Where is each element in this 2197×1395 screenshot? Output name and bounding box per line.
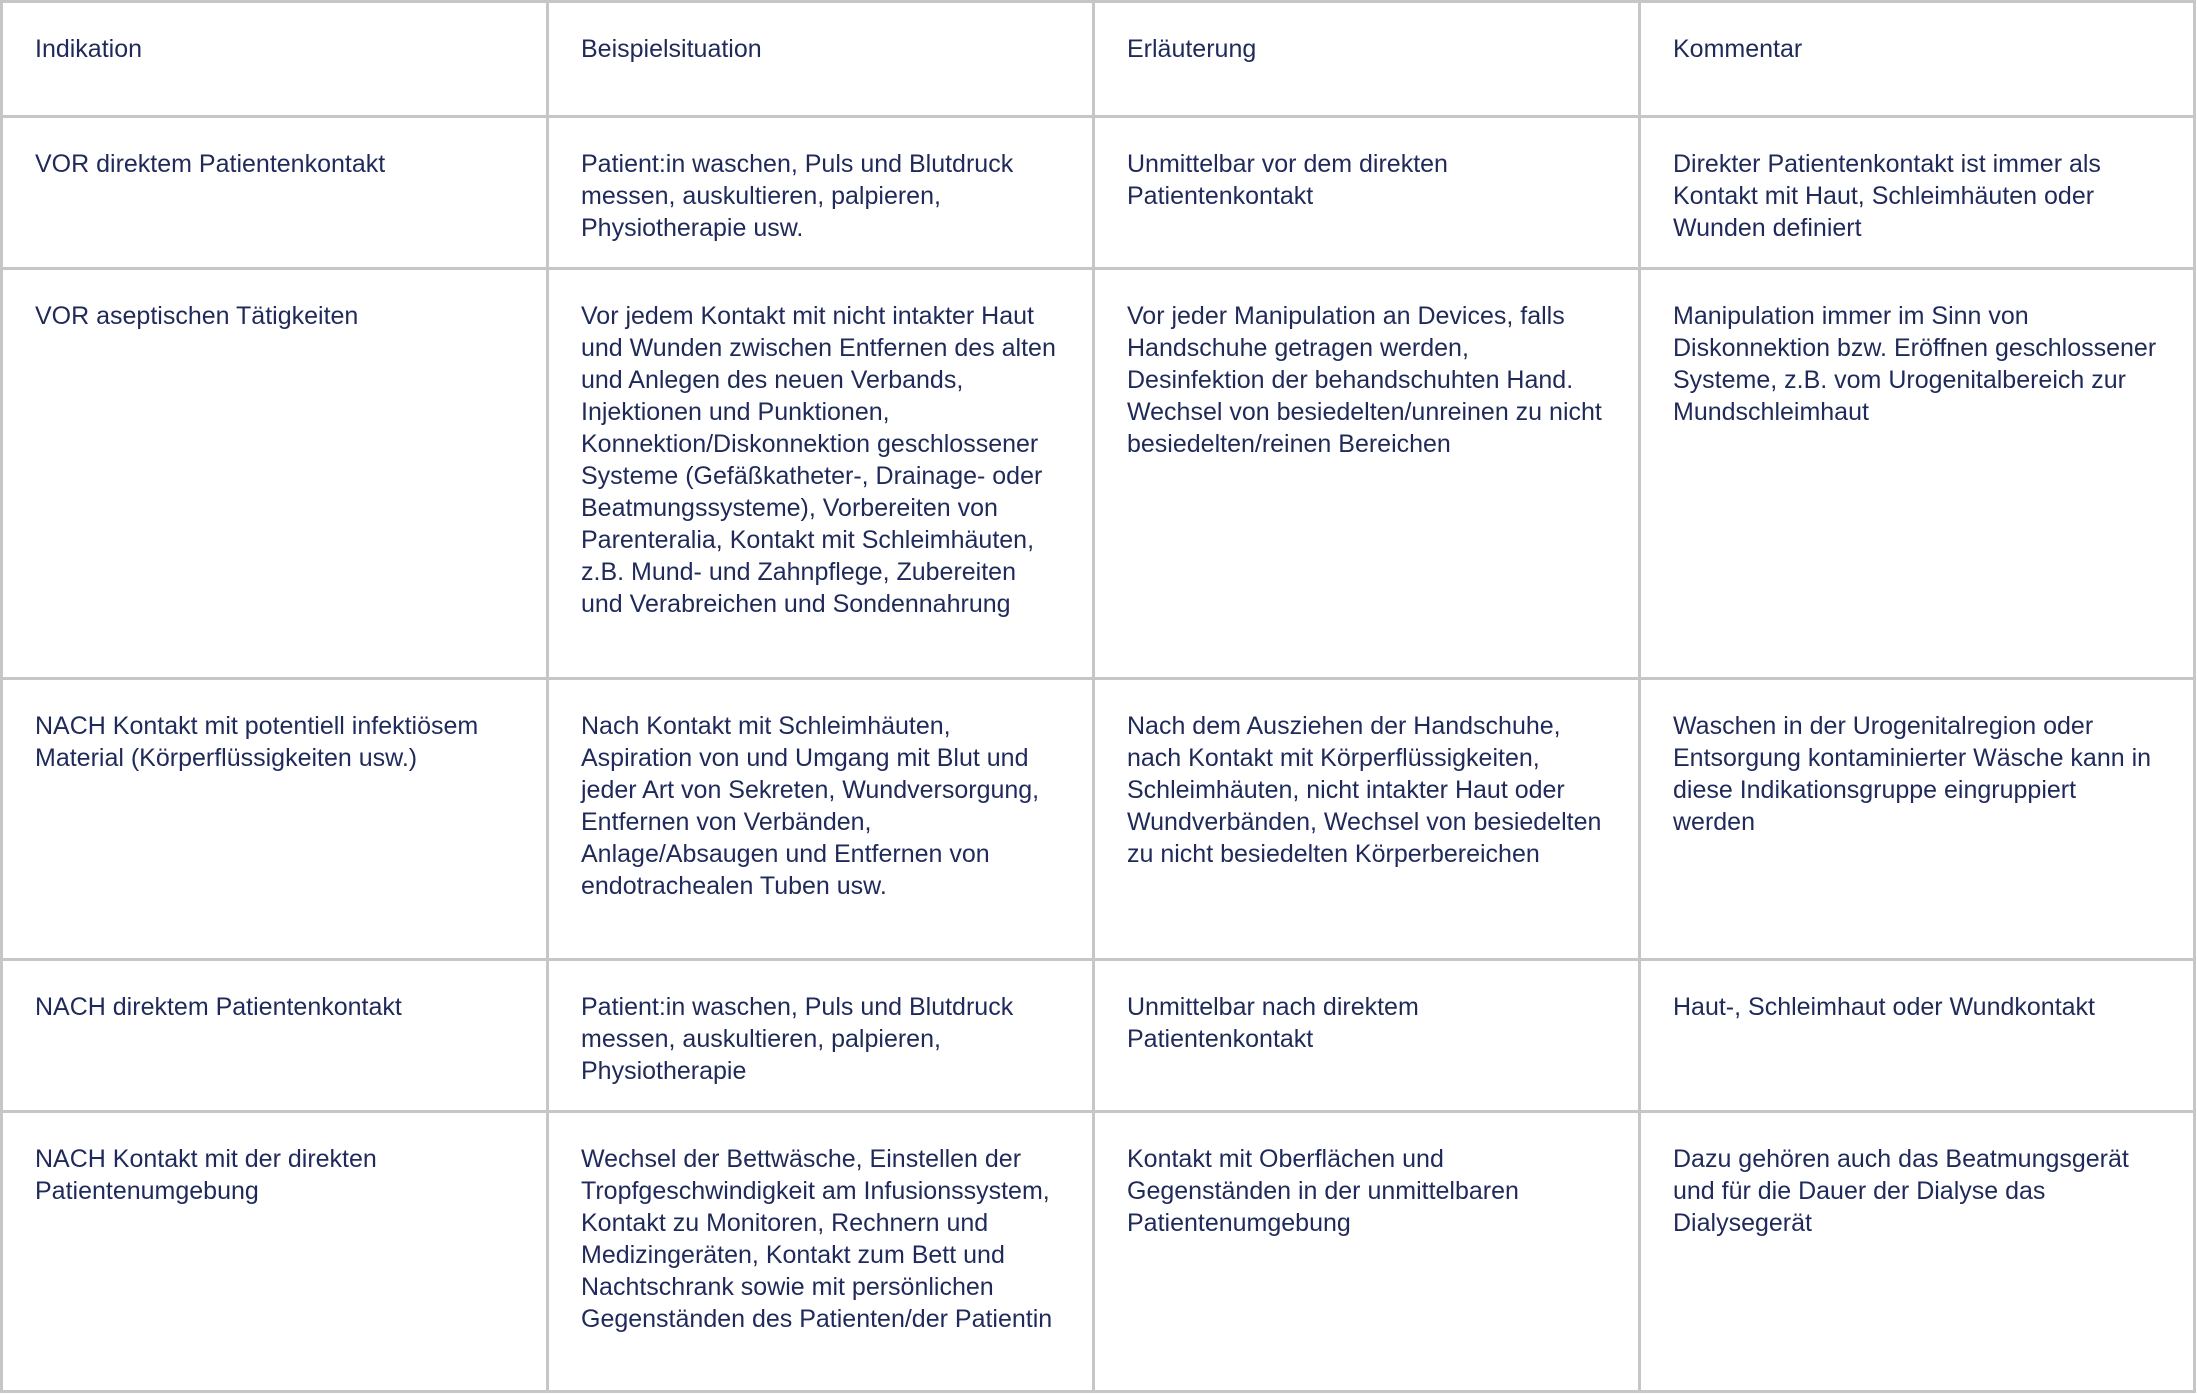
cell-indikation: VOR aseptischen Tätigkeiten <box>2 269 548 679</box>
table-row <box>2 269 2195 679</box>
cell-indikation: NACH direktem Patientenkontakt <box>2 960 548 1112</box>
cell-kommentar: Direkter Patientenkontakt ist immer als Kontakt mit Haut, Schleimhäuten oder Wunden definiert <box>1640 117 2195 269</box>
table-row <box>2 679 2195 960</box>
header-kommentar: Kommentar <box>1640 2 2195 117</box>
cell-beispielsituation: Patient:in waschen, Puls und Blutdruck messen, auskultieren, palpieren, Physiotherapie usw. <box>548 117 1094 269</box>
cell-beispielsituation: Nach Kontakt mit Schleimhäuten, Aspiration von und Umgang mit Blut und jeder Art von Sekreten, Wundversorgung, Entfernen von Verbänden, Anlage/Absaugen und Entfernen von endotrachealen Tuben usw. <box>548 679 1094 960</box>
header-indikation: Indikation <box>2 2 548 117</box>
cell-kommentar: Manipulation immer im Sinn von Diskonnektion bzw. Eröffnen geschlossener Systeme, z.B. vom Urogenitalbereich zur Mundschleimhaut <box>1640 269 2195 679</box>
cell-beispielsituation: Wechsel der Bettwäsche, Einstellen der Tropfgeschwindigkeit am Infusionssystem, Kontakt zu Monitoren, Rechnern und Medizingeräten, Kontakt zum Bett und Nachtschrank sowie mit persönlichen Gegenständen des Patienten/der Patientin <box>548 1112 1094 1392</box>
cell-erlaeuterung: Unmittelbar nach direktem Patientenkontakt <box>1094 960 1640 1112</box>
cell-indikation: NACH Kontakt mit der direkten Patientenumgebung <box>2 1112 548 1392</box>
cell-kommentar: Dazu gehören auch das Beatmungsgerät und für die Dauer der Dialyse das Dialysegerät <box>1640 1112 2195 1392</box>
cell-beispielsituation: Vor jedem Kontakt mit nicht intakter Haut und Wunden zwischen Entfernen des alten und Anlegen des neuen Verbands, Injektionen und Punktionen, Konnektion/Diskonnektion geschlossener Systeme (Gefäßkatheter-, Drainage- oder Beatmungssysteme), Vorbereiten von Parenteralia, Kontakt mit Schleimhäuten, z.B. Mund- und Zahnpflege, Zubereiten und Verabreichen und Sondennahrung <box>548 269 1094 679</box>
cell-indikation: NACH Kontakt mit potentiell infektiösem Material (Körperflüssigkeiten usw.) <box>2 679 548 960</box>
header-beispielsituation: Beispielsituation <box>548 2 1094 117</box>
cell-erlaeuterung: Unmittelbar vor dem direkten Patientenkontakt <box>1094 117 1640 269</box>
table-row <box>2 960 2195 1112</box>
cell-beispielsituation: Patient:in waschen, Puls und Blutdruck messen, auskultieren, palpieren, Physiotherapie <box>548 960 1094 1112</box>
table-row <box>2 1112 2195 1392</box>
cell-kommentar: Waschen in der Urogenitalregion oder Entsorgung kontaminierter Wäsche kann in diese Indikationsgruppe eingruppiert werden <box>1640 679 2195 960</box>
cell-erlaeuterung: Vor jeder Manipulation an Devices, falls Handschuhe getragen werden, Desinfektion der behandschuhten Hand. Wechsel von besiedelten/unreinen zu nicht besiedelten/reinen Bereichen <box>1094 269 1640 679</box>
cell-erlaeuterung: Nach dem Ausziehen der Handschuhe, nach Kontakt mit Körperflüssigkeiten, Schleimhäuten, nicht intakter Haut oder Wundverbänden, Wechsel von besiedelten zu nicht besiedelten Körperbereichen <box>1094 679 1640 960</box>
cell-indikation: VOR direktem Patientenkontakt <box>2 117 548 269</box>
table-row <box>2 117 2195 269</box>
cell-kommentar: Haut-, Schleimhaut oder Wundkontakt <box>1640 960 2195 1112</box>
header-erlaeuterung: Erläuterung <box>1094 2 1640 117</box>
table-header-row <box>2 2 2195 117</box>
cell-erlaeuterung: Kontakt mit Oberflächen und Gegenständen in der unmittelbaren Patientenumgebung <box>1094 1112 1640 1392</box>
